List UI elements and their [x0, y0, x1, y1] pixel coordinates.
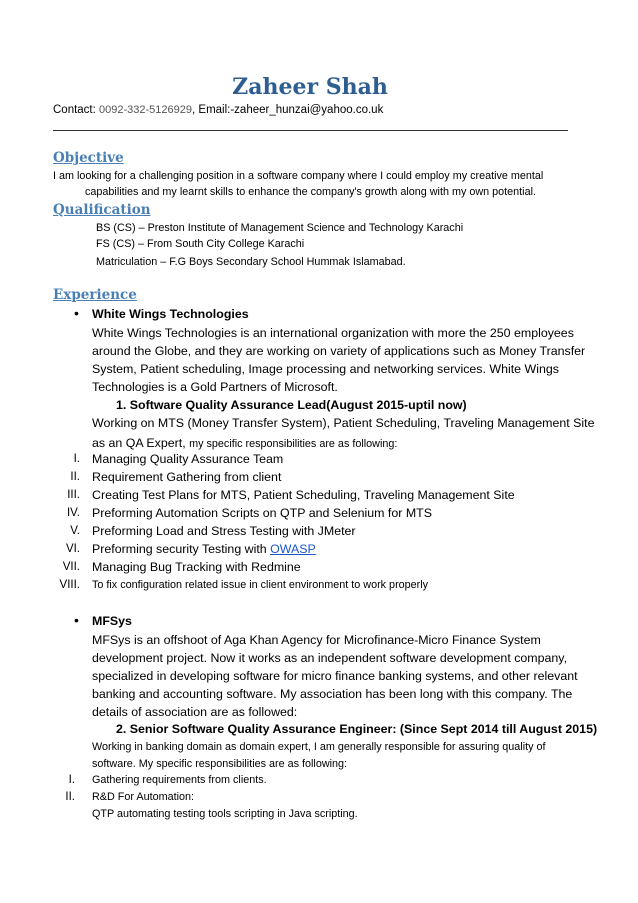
contact-label: Contact: [53, 104, 96, 116]
responsibility-item: Creating Test Plans for MTS, Patient Scheduling, Traveling Management Site [92, 488, 515, 502]
job-work-line: Working in banking domain as domain expert, I am generally responsible for assuring quality of [92, 741, 546, 753]
responsibility-item: Managing Quality Assurance Team [92, 452, 284, 466]
bullet-icon: • [74, 305, 79, 321]
company-description-line: System, Patient scheduling, Image processing and networking services. White Wings [92, 362, 559, 376]
qualification-heading: Qualification [53, 202, 151, 218]
responsibility-item: Gathering requirements from clients. [92, 774, 267, 786]
bullet-icon: • [74, 612, 79, 628]
list-number: II. [70, 471, 80, 483]
objective-heading: Objective [53, 150, 124, 166]
list-number: VII. [62, 561, 80, 573]
job-work-line: software. My specific responsibilities are as following: [92, 758, 348, 770]
responsibility-item: Preforming Automation Scripts on QTP and Selenium for MTS [92, 506, 432, 520]
responsibility-item: Managing Bug Tracking with Redmine [92, 560, 301, 574]
list-number: VIII. [59, 579, 80, 591]
responsibility-item: R&D For Automation: [92, 791, 195, 803]
contact-email: , Email:-zaheer_hunzai@yahoo.co.uk [192, 104, 384, 116]
list-number: I. [68, 774, 75, 786]
list-number: V. [70, 525, 80, 537]
header-divider [53, 130, 568, 131]
responsibility-item: To fix configuration related issue in client environment to work properly [92, 579, 429, 591]
responsibility-subitem: QTP automating testing tools scripting in Java scripting. [92, 808, 358, 820]
job-role: 1. Software Quality Assurance Lead(August 2015-uptil now) [116, 398, 467, 412]
qualification-item: Matriculation – F.G Boys Secondary School Hummak Islamabad. [96, 256, 406, 268]
job-role: 2. Senior Software Quality Assurance Engineer: (Since Sept 2014 till August 2015) [116, 722, 598, 736]
qualification-item: FS (CS) – From South City College Karachi [96, 238, 305, 250]
company-description-line: around the Globe, and they are working on variety of applications such as Money Transfer [92, 344, 586, 358]
list-number: I. [73, 453, 80, 465]
company-description-line: Technologies is a Gold Partners of Microsoft. [92, 380, 338, 394]
list-number: III. [67, 489, 80, 501]
job-work-line: Working on MTS (Money Transfer System), Patient Scheduling, Traveling Management Site [92, 416, 595, 430]
responsibility-text: Preforming security Testing with [92, 542, 271, 556]
company-name: White Wings Technologies [92, 307, 249, 321]
company-description-line: development project. Now it works as an independent software development company, [92, 651, 568, 665]
experience-heading: Experience [53, 287, 137, 303]
company-description-line: MFSys is an offshoot of Aga Khan Agency for Microfinance-Micro Finance System [92, 633, 541, 647]
company-description-line: banking and accounting software. My association has been long with this company. The [92, 687, 573, 701]
list-number: IV. [66, 507, 80, 519]
company-description-line: White Wings Technologies is an international organization with more the 250 employees [92, 326, 574, 340]
company-description-line: details of association are as followed: [92, 705, 298, 719]
responsibility-item: Requirement Gathering from client [92, 470, 282, 484]
objective-line-1: I am looking for a challenging position in a software company where I could employ my creative mental [53, 170, 544, 182]
company-description-line: specialized in developing software for micro finance banking systems, and other relevant [92, 669, 578, 683]
responsibility-item [92, 542, 316, 556]
job-work-line-part: my specific responsibilities are as following: [189, 438, 398, 450]
objective-line-2: capabilities and my learnt skills to enhance the company's growth along with my own potential. [85, 186, 536, 198]
company-name: MFSys [92, 614, 132, 628]
job-work-line-part: as an QA Expert, [92, 436, 190, 450]
candidate-name: Zaheer Shah [232, 74, 388, 100]
job-work-line [92, 434, 397, 452]
list-number: VI. [65, 543, 80, 555]
contact-line [53, 104, 383, 116]
responsibility-item: Preforming Load and Stress Testing with JMeter [92, 524, 356, 538]
qualification-item: BS (CS) – Preston Institute of Management Science and Technology Karachi [96, 222, 464, 234]
contact-phone: 0092-332-5126929 [99, 104, 193, 116]
owasp-link[interactable]: OWASP [270, 542, 316, 556]
list-number: II. [65, 791, 75, 803]
